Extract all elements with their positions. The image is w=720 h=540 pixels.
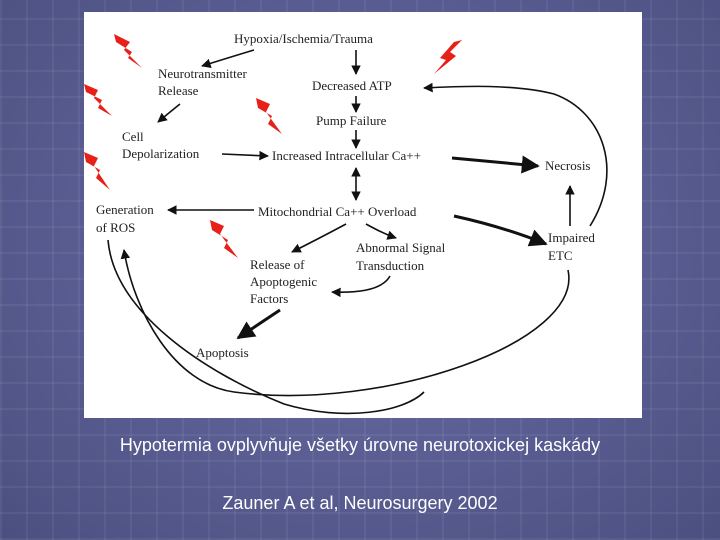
node-release-apoptogenic xyxy=(250,257,320,306)
arrow-neurotransmitter-to-depolarization xyxy=(158,104,180,122)
node-cell-depolarization xyxy=(122,129,200,161)
node-increased-ca: Increased Intracellular Ca++ xyxy=(272,148,421,163)
node-impaired-etc-line1: Impaired xyxy=(548,230,595,245)
caption-main: Hypotermia ovplyvňuje všetky úrovne neurotoxickej kaskády xyxy=(119,435,601,455)
lightning-icon-5 xyxy=(210,220,238,258)
arrow-mito-to-impaired xyxy=(454,216,546,244)
arrow-abnormal-to-release xyxy=(332,276,390,292)
node-release-apoptogenic-line3: Factors xyxy=(250,291,289,306)
node-mitochondrial-overload: Mitochondrial Ca++ Overload xyxy=(258,204,417,219)
node-decreased-atp: Decreased ATP xyxy=(312,78,392,93)
arrow-impaired-to-ros xyxy=(124,250,569,395)
arrow-ca-to-necrosis xyxy=(452,158,538,166)
arrow-mito-to-release xyxy=(292,224,346,252)
node-neurotransmitter-line2: Release xyxy=(158,83,199,98)
lightning-icon-6 xyxy=(434,40,462,74)
lightning-icon-3 xyxy=(84,152,110,190)
cascade-svg xyxy=(84,12,642,418)
node-apoptosis: Apoptosis xyxy=(196,345,249,360)
node-hypoxia: Hypoxia/Ischemia/Trauma xyxy=(234,31,373,46)
arrow-hypoxia-to-neurotransmitter xyxy=(202,50,254,66)
arrow-release-to-apoptosis xyxy=(238,310,280,338)
arrow-depolarization-to-ca xyxy=(222,154,268,156)
node-cell-depolarization-line1: Cell xyxy=(122,129,144,144)
lightning-icon-1 xyxy=(114,34,142,68)
node-impaired-etc xyxy=(548,230,598,263)
cascade-diagram xyxy=(84,12,642,418)
node-abnormal-signal-line2: Transduction xyxy=(356,258,425,273)
arrow-mito-to-abnormal xyxy=(366,224,396,238)
node-pump-failure: Pump Failure xyxy=(316,113,387,128)
node-abnormal-signal xyxy=(356,240,448,273)
node-generation-ros-line1: Generation xyxy=(96,202,154,217)
node-cell-depolarization-line2: Depolarization xyxy=(122,146,200,161)
node-neurotransmitter-line1: Neurotransmitter xyxy=(158,66,247,81)
caption-citation: Zauner A et al, Neurosurgery 2002 xyxy=(222,493,498,513)
node-release-apoptogenic-line1: Release of xyxy=(250,257,305,272)
node-neurotransmitter xyxy=(158,66,250,98)
arrows xyxy=(108,50,607,413)
lightning-icon-4 xyxy=(256,98,282,134)
node-release-apoptogenic-line2: Apoptogenic xyxy=(250,274,318,289)
node-necrosis: Necrosis xyxy=(545,158,591,173)
arrow-impaired-to-atp xyxy=(424,86,607,226)
node-impaired-etc-line2: ETC xyxy=(548,248,573,263)
node-generation-ros-line2: of ROS xyxy=(96,220,136,235)
lightning-icon-2 xyxy=(84,84,112,116)
node-generation-ros xyxy=(96,202,157,235)
node-abnormal-signal-line1: Abnormal Signal xyxy=(356,240,446,255)
